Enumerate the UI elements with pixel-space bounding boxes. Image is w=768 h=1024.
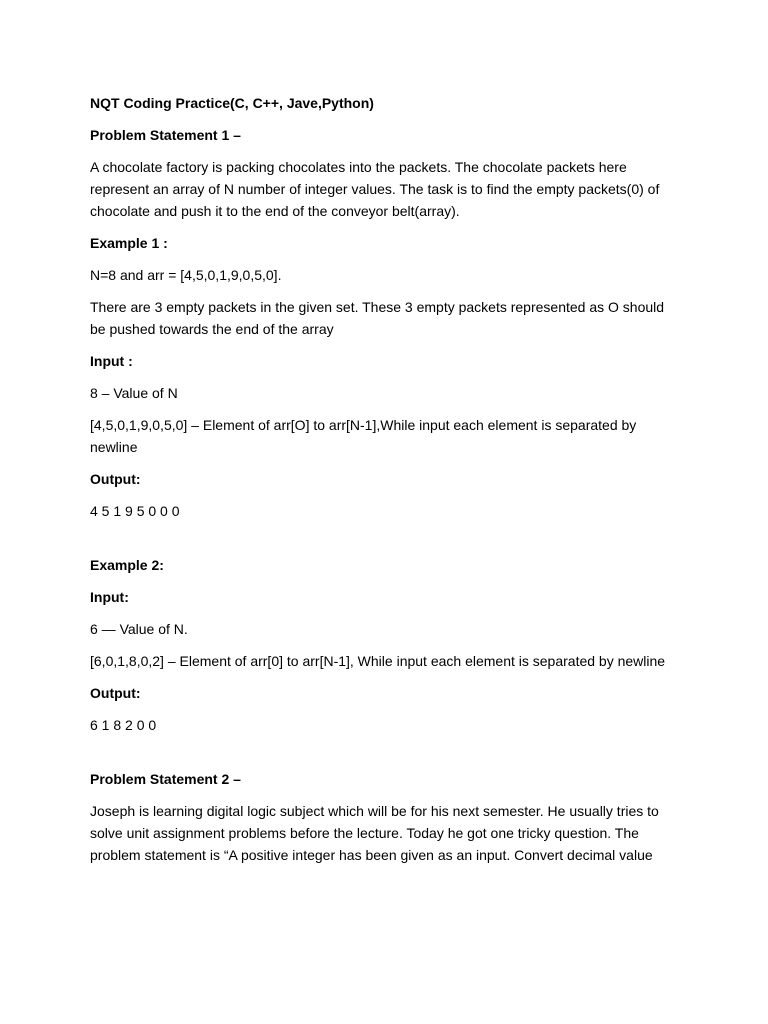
example-1-output-label: Output: bbox=[90, 471, 141, 487]
example-2-heading: Example 2: bbox=[90, 557, 164, 573]
example-1-given: N=8 and arr = [4,5,0,1,9,0,5,0]. bbox=[90, 267, 282, 283]
example-2-output-value: 6 1 8 2 0 0 bbox=[90, 717, 157, 733]
example-1-explanation: There are 3 empty packets in the given set. These 3 empty packets represented as O should be pushed towards the end of the array bbox=[90, 299, 665, 337]
problem-2-description: Joseph is learning digital logic subject which will be for his next semester. He usually tries to solve unit assignment problems before the lecture. Today he got one tricky question. The problem statement is “A positive integer has been given as an input. Convert decimal value bbox=[90, 803, 659, 863]
example-1-input-label: Input : bbox=[90, 353, 133, 369]
example-2-input-label: Input: bbox=[90, 589, 129, 605]
example-2-output-label: Output: bbox=[90, 685, 141, 701]
problem-1-heading: Problem Statement 1 – bbox=[90, 127, 241, 143]
example-2-input-n: 6 — Value of N. bbox=[90, 621, 188, 637]
document-title: NQT Coding Practice(C, C++, Jave,Python) bbox=[90, 95, 374, 111]
example-1-input-n: 8 – Value of N bbox=[90, 385, 178, 401]
example-1-input-array: [4,5,0,1,9,0,5,0] – Element of arr[O] to arr[N-1],While input each element is separated by newline bbox=[90, 417, 637, 455]
problem-1-description: A chocolate factory is packing chocolates into the packets. The chocolate packets here represent an array of N number of integer values. The task is to find the empty packets(0) of chocolate and push it to the end of the conveyor belt(array). bbox=[90, 159, 660, 219]
problem-2-heading: Problem Statement 2 – bbox=[90, 771, 241, 787]
example-1-heading: Example 1 : bbox=[90, 235, 168, 251]
example-1-output-value: 4 5 1 9 5 0 0 0 bbox=[90, 503, 180, 519]
example-2-input-array: [6,0,1,8,0,2] – Element of arr[0] to arr[N-1], While input each element is separated by newline bbox=[90, 653, 666, 669]
document-content bbox=[90, 92, 682, 876]
